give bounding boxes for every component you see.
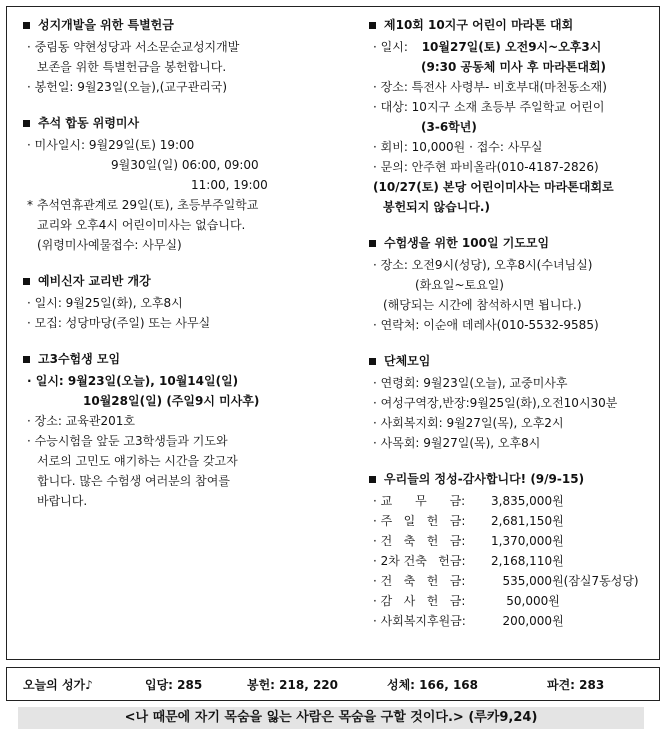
offering-table [367,491,657,631]
offering-amount: 50,000원 [491,594,560,608]
text-line: · 장소: 교육관201호 [27,414,135,428]
offering-row [367,591,657,611]
hymn-entrance: 입당: 285 [145,677,203,692]
bullet-square-icon [369,22,376,29]
offering-label: · 2차 건축 헌금: [373,554,466,568]
section-title: 예비신자 교리반 개강 [38,274,151,288]
bullet-square-icon [369,358,376,365]
section-title: 우리들의 정성-감사합니다! (9/9-15) [384,472,585,486]
section-title: 수험생을 위한 100일 기도모임 [384,236,550,250]
section-children-marathon [367,13,657,217]
text-line: (화요일~토요일) [415,278,504,292]
section-senior-students [21,347,351,511]
text-line: · 일시: [373,40,408,54]
right-column [367,13,657,631]
hymn-communion: 성체: 166, 168 [387,677,478,692]
section-student-prayer [367,231,657,335]
section-title: 제10회 10지구 어린이 마라톤 대회 [384,18,574,32]
bullet-square-icon [369,476,376,483]
offering-label: · 건 축 헌 금: [373,574,466,588]
section-title: 성지개발을 위한 특별헌금 [38,18,174,32]
text-line: 바랍니다. [37,494,88,508]
offering-amount: 535,000원(잠실7동성당) [491,574,639,588]
offering-label: · 주 일 헌 금: [373,514,466,528]
text-line: 10월27일(토) 오전9시~오후3시 [421,40,602,54]
offering-amount: 2,168,110원 [491,554,564,568]
text-line: · 여성구역장,반장:9월25일(화),오전10시30분 [373,396,618,410]
text-line: · 대상: 10지구 소재 초등부 주일학교 어린이 [373,100,605,114]
section-title: 단체모임 [384,354,431,368]
offering-label: · 건 축 헌 금: [373,534,466,548]
offering-label: · 교 무 금: [373,494,466,508]
text-line: · 봉헌일: 9월23일(오늘),(교구관리국) [27,80,228,94]
offering-amount: 3,835,000원 [491,494,564,508]
offering-label: · 사회복지후원금: [373,614,466,628]
text-line: · 장소: 오전9시(성당), 오후8시(수녀님실) [373,258,593,272]
text-line: 10월28일(일) (주일9시 미사후) [83,394,260,408]
text-line: · 연령회: 9월23일(오늘), 교중미사후 [373,376,568,390]
offering-label: · 감 사 헌 금: [373,594,466,608]
offering-row [367,491,657,511]
bullet-square-icon [23,120,30,127]
bullet-square-icon [23,356,30,363]
left-column [21,13,351,511]
text-line: (3-6학년) [421,120,477,134]
offering-row [367,551,657,571]
offering-amount: 200,000원 [491,614,564,628]
scripture-quote: <나 때문에 자기 목숨을 잃는 사람은 목숨을 구할 것이다.> (루카9,24) [18,707,644,729]
text-line: · 일시: 9월25일(화), 오후8시 [27,296,183,310]
text-line: · 연락처: 이순애 데레사(010-5532-9585) [373,318,599,332]
text-line: · 사목회: 9월27일(목), 오후8시 [373,436,541,450]
offering-row [367,531,657,551]
section-title: 고3수험생 모임 [38,352,121,366]
offering-row [367,511,657,531]
offering-row [367,611,657,631]
hymn-offertory: 봉헌: 218, 220 [247,677,338,692]
text-line: (10/27(토) 본당 어린이미사는 마라톤대회로 [373,180,614,194]
text-line: 교리와 오후4시 어린이미사는 없습니다. [37,218,246,232]
text-line: · 회비: 10,000원 · 접수: 사무실 [373,140,543,154]
offering-row [367,571,657,591]
text-line: 보존을 위한 특별헌금을 봉헌합니다. [37,60,227,74]
text-line: · 중림동 약현성당과 서소문순교성지개발 [27,40,240,54]
text-line: · 미사일시: 9월29일(토) 19:00 [27,138,195,152]
text-line: (해당되는 시간에 참석하시면 됩니다.) [383,298,582,312]
hymn-bar [6,667,660,701]
text-line: 봉헌되지 않습니다.) [383,200,490,214]
text-line: · 문의: 안주현 파비올라(010-4187-2826) [373,160,599,174]
bullet-square-icon [369,240,376,247]
text-line: · 사회복지회: 9월27일(목), 오후2시 [373,416,564,430]
text-line: · 일시: 9월23일(오늘), 10월14일(일) [27,374,239,388]
text-line: · 모집: 성당마당(주일) 또는 사무실 [27,316,211,330]
text-line: 합니다. 많은 수험생 여러분의 참여를 [37,474,230,488]
text-line: · 장소: 특전사 사령부- 비호부대(마천동소재) [373,80,607,94]
bullet-square-icon [23,22,30,29]
section-title: 추석 합동 위령미사 [38,116,140,130]
text-line: 서로의 고민도 얘기하는 시간을 갖고자 [37,454,238,468]
section-sanctuary-offering [21,13,351,97]
hymn-dismissal: 파견: 283 [547,677,605,692]
hymn-label: 오늘의 성가♪ [23,677,93,692]
offering-amount: 2,681,150원 [491,514,564,528]
section-memorial-mass [21,111,351,255]
offering-amount: 1,370,000원 [491,534,564,548]
text-line: · 수능시험을 앞둔 고3학생들과 기도와 [27,434,228,448]
text-line: 9월30일(일) 06:00, 09:00 [111,158,259,172]
section-catechumen-class [21,269,351,333]
text-line: (위령미사예물접수: 사무실) [37,238,182,252]
text-line: (9:30 공동체 미사 후 마라톤대회) [421,60,607,74]
section-offerings [367,467,657,631]
text-line: * 추석연휴관계로 29일(토), 초등부주일학교 [27,198,259,212]
text-line: 11:00, 19:00 [191,178,268,192]
section-group-meetings [367,349,657,453]
bullet-square-icon [23,278,30,285]
bulletin-frame [6,6,660,660]
